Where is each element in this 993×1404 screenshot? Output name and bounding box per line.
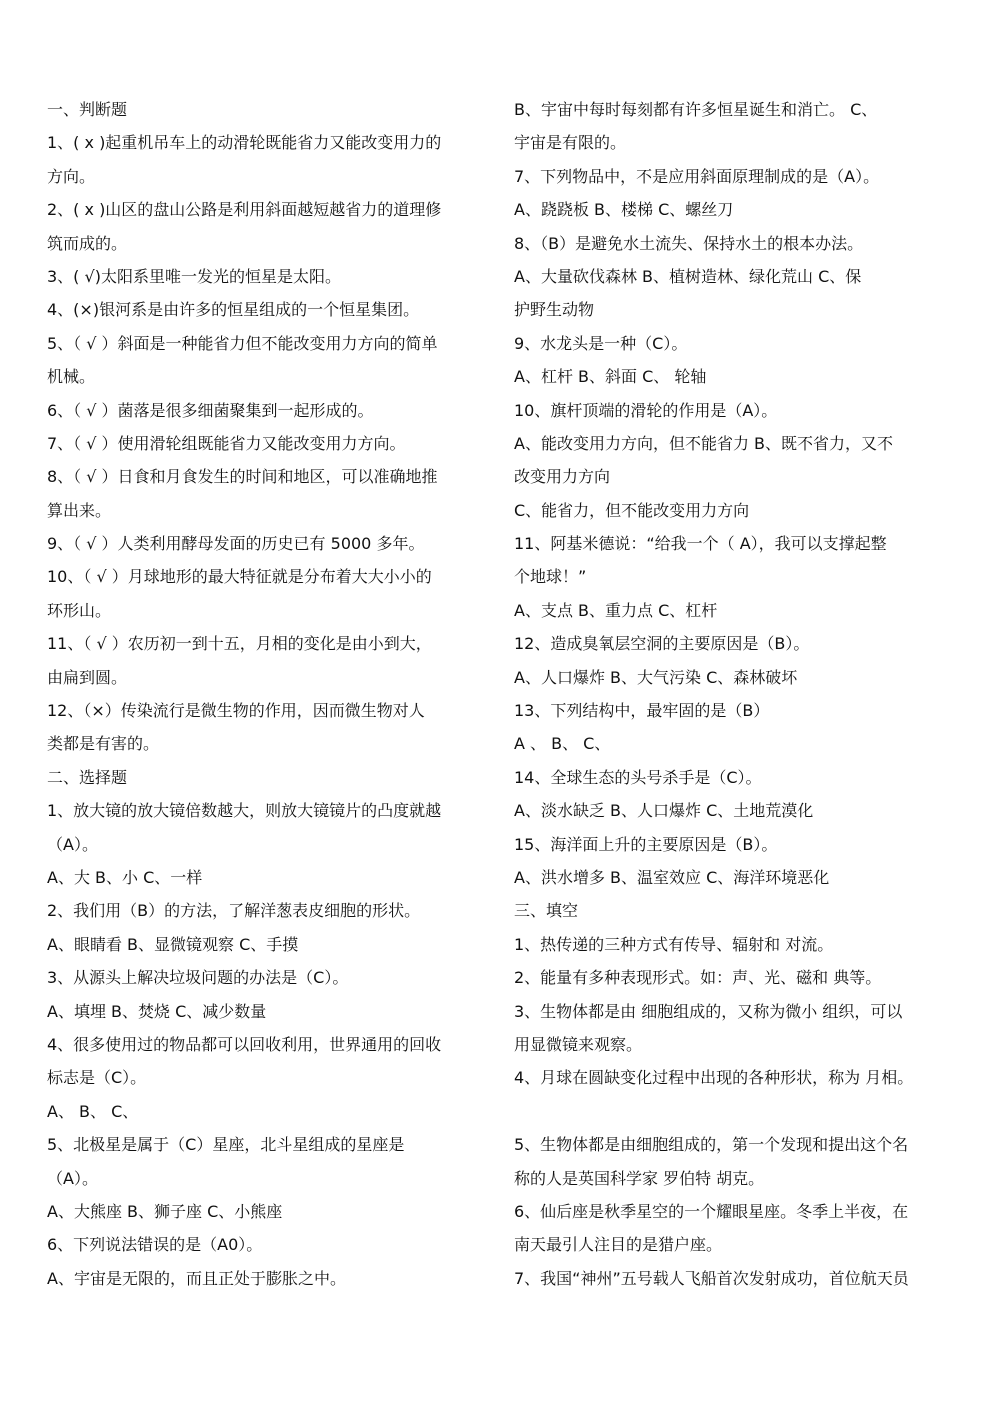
right-column-line: A、大量砍伐森林 B、植树造林、绿化荒山 C、保: [514, 266, 862, 286]
left-column-line: 1、放大镜的放大镜倍数越大，则放大镜镜片的凸度就越: [47, 801, 442, 821]
right-column-line: [514, 1095, 954, 1128]
left-column-line: 方向。: [47, 166, 96, 186]
right-column-line: 9、水龙头是一种（C）。: [514, 333, 688, 353]
right-column-line: 8、（B）是避免水土流失、保持水土的根本办法。: [514, 233, 864, 253]
right-column-line: 14、全球生态的头号杀手是（C）。: [514, 767, 762, 787]
right-column-line: A 、 B、 C、: [514, 734, 611, 754]
right-column-line: B、宇宙中每时每刻都有许多恒星诞生和消亡。 C、: [514, 100, 878, 119]
left-column: [47, 93, 487, 1295]
right-column-line: 三、填空: [514, 901, 579, 921]
right-column-line: 6、仙后座是秋季星空的一个耀眼星座。冬季上半夜，在: [514, 1201, 909, 1221]
right-column-line: 南天最引人注目的是猎户座。: [514, 1235, 723, 1255]
left-column-line: 6、（ √ ）菌落是很多细菌聚集到一起形成的。: [47, 400, 374, 420]
right-column-line: 用显微镜来观察。: [514, 1034, 643, 1054]
left-column-line: A、大熊座 B、狮子座 C、小熊座: [47, 1201, 283, 1221]
right-column: [514, 93, 954, 1295]
left-column-line: 1、( x )起重机吊车上的动滑轮既能省力又能改变用力的: [47, 133, 442, 153]
left-column-line: 2、我们用（B）的方法，了解洋葱表皮细胞的形状。: [47, 901, 421, 921]
left-column-line: 5、北极星是属于（C）星座，北斗星组成的星座是: [47, 1135, 405, 1155]
right-column-line: 12、造成臭氧层空洞的主要原因是（B）。: [514, 634, 810, 654]
right-column-line: 7、下列物品中，不是应用斜面原理制成的是（A）。: [514, 166, 880, 186]
right-column-line: A、能改变用力方向，但不能省力 B、既不省力，又不: [514, 433, 894, 453]
left-column-line: 标志是（C）。: [47, 1068, 147, 1088]
left-column-line: 7、（ √ ）使用滑轮组既能省力又能改变用力方向。: [47, 433, 406, 453]
right-column-line: A、跷跷板 B、楼梯 C、螺丝刀: [514, 200, 734, 220]
right-column-line: C、能省力，但不能改变用力方向: [514, 500, 750, 520]
right-column-line: 1、热传递的三种方式有传导、辐射和 对流。: [514, 934, 834, 954]
left-column-line: 4、很多使用过的物品都可以回收利用，世界通用的回收: [47, 1034, 442, 1054]
right-column-line: 宇宙是有限的。: [514, 133, 627, 153]
right-column-line: 10、旗杆顶端的滑轮的作用是（A）。: [514, 400, 778, 420]
left-column-line: 机械。: [47, 367, 96, 387]
right-column-line: A、淡水缺乏 B、人口爆炸 C、土地荒漠化: [514, 801, 814, 821]
left-column-line: 11、（ √ ）农历初一到十五，月相的变化是由小到大，: [47, 634, 432, 654]
right-column-line: 2、能量有多种表现形式。如：声、光、磁和 典等。: [514, 968, 882, 988]
left-column-line: 类都是有害的。: [47, 734, 160, 754]
right-column-line: 个地球！”: [514, 567, 587, 587]
right-column-line: 5、生物体都是由细胞组成的，第一个发现和提出这个名: [514, 1135, 909, 1155]
left-column-line: 9、（ √ ）人类利用酵母发面的历史已有 5000 多年。: [47, 534, 425, 554]
right-column-line: 改变用力方向: [514, 467, 611, 487]
left-column-line: 由扁到圆。: [47, 667, 128, 687]
left-column-line: 6、下列说法错误的是（A0）。: [47, 1235, 263, 1255]
left-column-line: A、 B、 C、: [47, 1101, 139, 1121]
left-column-line: 8、（ √ ）日食和月食发生的时间和地区，可以准确地推: [47, 467, 438, 487]
left-column-line: （A）。: [47, 834, 98, 854]
right-column-line: 3、生物体都是由 细胞组成的，又称为微小 组织，可以: [514, 1001, 903, 1021]
left-column-line: 3、从源头上解决垃圾问题的办法是（C）。: [47, 968, 349, 988]
left-column-line: 环形山。: [47, 600, 112, 620]
right-column-line: A、洪水增多 B、温室效应 C、海洋环境恶化: [514, 867, 830, 887]
right-column-line: 称的人是英国科学家 罗伯特 胡克。: [514, 1168, 765, 1188]
left-column-line: A、填埋 B、焚烧 C、减少数量: [47, 1001, 267, 1021]
left-column-line: A、宇宙是无限的，而且正处于膨胀之中。: [47, 1268, 346, 1288]
left-column-line: 一、判断题: [47, 100, 128, 119]
right-column-line: 13、下列结构中，最牢固的是（B）: [514, 701, 770, 721]
right-column-line: 4、月球在圆缺变化过程中出现的各种形状，称为 月相。: [514, 1068, 914, 1088]
right-column-line: 护野生动物: [514, 300, 595, 320]
left-column-line: A、大 B、小 C、一样: [47, 867, 203, 887]
left-column-line: 二、选择题: [47, 767, 128, 787]
right-column-line: 11、阿基米德说：“给我一个（ A），我可以支撑起整: [514, 534, 887, 554]
right-column-line: A、人口爆炸 B、大气污染 C、森林破坏: [514, 667, 798, 687]
left-column-line: 算出来。: [47, 500, 112, 520]
left-column-line: 4、(×)银河系是由许多的恒星组成的一个恒星集团。: [47, 300, 420, 320]
left-column-line: A、眼睛看 B、显微镜观察 C、手摸: [47, 934, 299, 954]
right-column-line: 7、我国“神州”五号载人飞船首次发射成功，首位航天员: [514, 1268, 909, 1288]
left-column-line: 2、( x )山区的盘山公路是利用斜面越短越省力的道理修: [47, 200, 442, 220]
left-column-line: 10、（ √ ）月球地形的最大特征就是分布着大大小小的: [47, 567, 432, 587]
left-column-line: 5、（ √ ）斜面是一种能省力但不能改变用力方向的简单: [47, 333, 438, 353]
left-column-line: 筑而成的。: [47, 233, 128, 253]
left-column-line: 12、（×）传染流行是微生物的作用，因而微生物对人: [47, 701, 425, 721]
right-column-line: 15、海洋面上升的主要原因是（B）。: [514, 834, 778, 854]
left-column-line: 3、( √)太阳系里唯一发光的恒星是太阳。: [47, 266, 341, 286]
left-column-line: （A）。: [47, 1168, 98, 1188]
right-column-line: A、杠杆 B、斜面 C、 轮轴: [514, 367, 707, 387]
right-column-line: A、支点 B、重力点 C、杠杆: [514, 600, 718, 620]
